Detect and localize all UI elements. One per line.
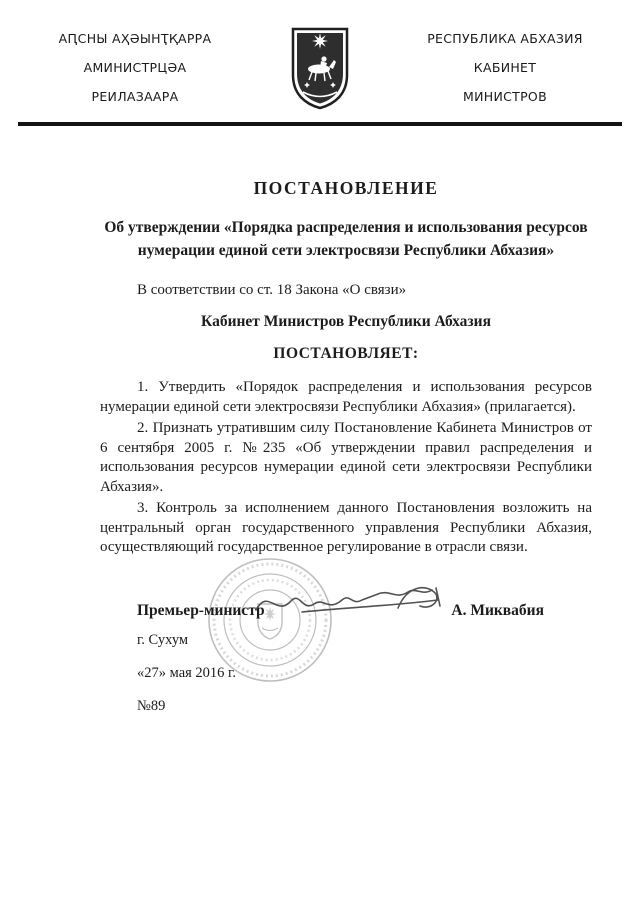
- letterhead-divider: [18, 122, 622, 126]
- body-paragraph: 2. Признать утратившим силу Постановление Кабинета Министров от 6 сентября 2005 г. №235 «Об утверждении правил распределения и использования ресурсов нумерации единой сети электросвязи Республики Абхазия».: [100, 420, 592, 495]
- signature-scrawl: [250, 580, 450, 624]
- signature-date: «27» мая 2016 г.: [137, 664, 236, 681]
- intro-paragraph: В соответствии со ст. 18 Закона «О связи»: [137, 282, 407, 298]
- document-subject: [100, 216, 592, 262]
- letterhead-right: [400, 24, 610, 111]
- body-paragraph: 1. Утвердить «Порядок распределения и использования ресурсов нумерации единой сети электросвязи Республики Абхазия» (прилагается).: [100, 379, 592, 415]
- signer-name: А. Миквабия: [451, 601, 544, 619]
- letterhead: [0, 0, 640, 112]
- letterhead-left: [30, 24, 240, 111]
- letterhead-right-line: РЕСПУБЛИКА АБХАЗИЯ: [427, 31, 583, 46]
- subject-line: нумерации единой сети электросвязи Республики Абхазия»: [137, 242, 555, 259]
- document-body: [100, 178, 592, 719]
- resolution-paragraphs: [100, 378, 592, 558]
- issuing-body: Кабинет Министров Республики Абхазия: [201, 313, 491, 330]
- subject-line: Об утверждении «Порядка распределения и использования ресурсов: [104, 219, 588, 236]
- document-title: ПОСТАНОВЛЕНИЕ: [253, 178, 439, 198]
- letterhead-left-line: РЕИЛАЗААРА: [91, 89, 179, 104]
- coat-of-arms-icon: [290, 26, 350, 112]
- letterhead-right-line: КАБИНЕТ: [473, 60, 537, 75]
- letterhead-left-line: АМИНИСТРЦӘА: [83, 60, 187, 75]
- document-number: №89: [137, 697, 166, 714]
- signature-place: г. Сухум: [137, 631, 189, 648]
- body-paragraph: 3. Контроль за исполнением данного Постановления возложить на центральный орган государственного управления Республики Абхазия, осуществляющий государственное регулирование в отрасли связи.: [100, 500, 592, 555]
- signer-role: Премьер-министр: [137, 601, 265, 619]
- resolution-keyword: ПОСТАНОВЛЯЕТ:: [273, 345, 419, 362]
- letterhead-right-line: МИНИСТРОВ: [463, 89, 547, 104]
- letterhead-left-line: АԤСНЫ АҲӘЫНҬҚАРРА: [58, 31, 212, 46]
